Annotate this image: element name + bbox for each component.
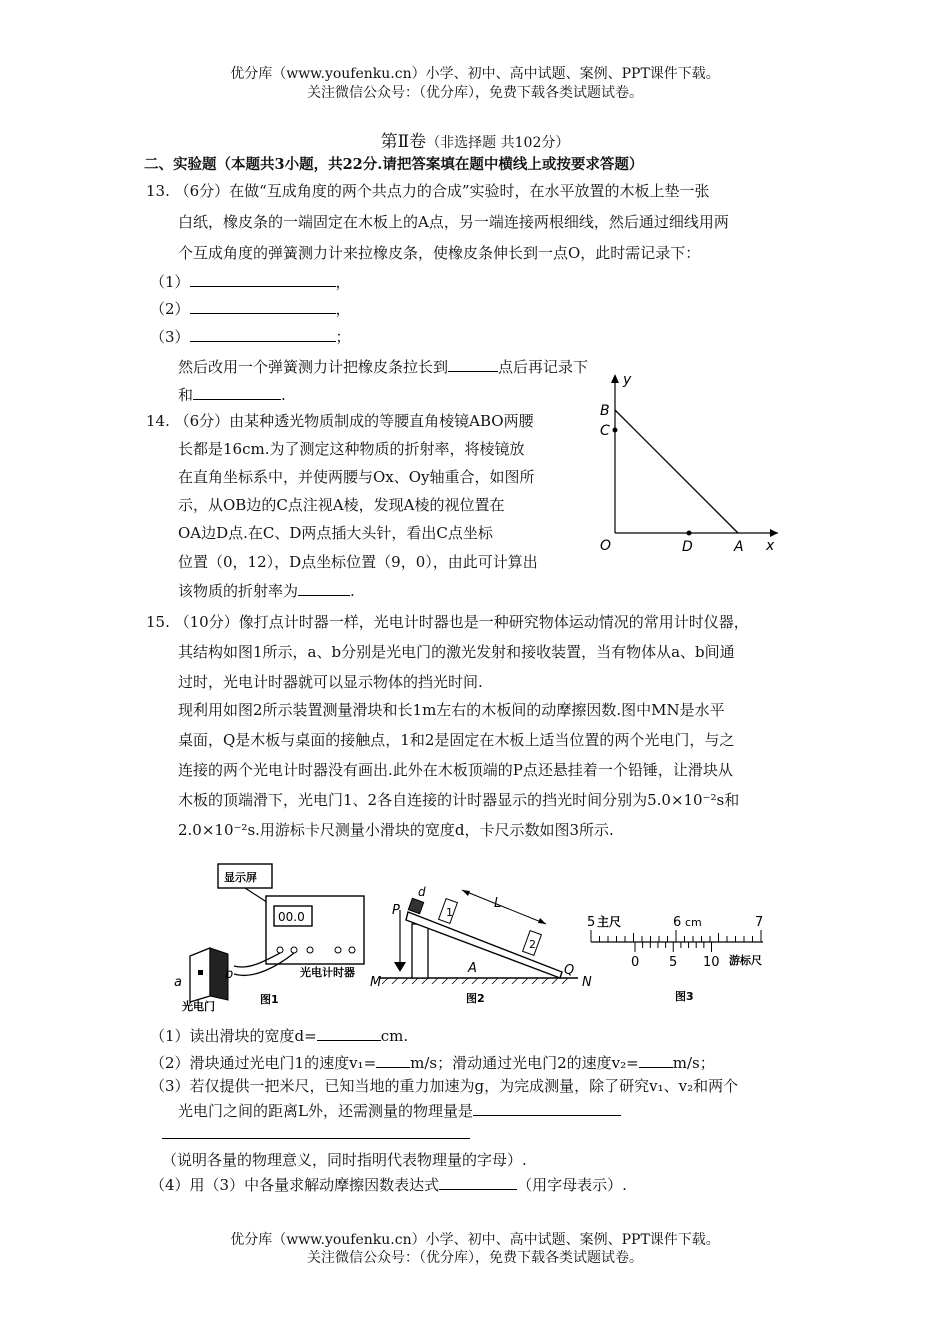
label-gate-2: 2 [529, 938, 536, 951]
q13-line-3: 个互成角度的弹簧测力计来拉橡皮条，使橡皮条伸长到一点O，此时需记录下： [178, 244, 701, 262]
q13-blank-3-punct: ； [335, 328, 351, 346]
screen-label: 显示屏 [224, 871, 257, 884]
q15-sub-2 [150, 1052, 715, 1073]
q13-blank-1-label: （1） [150, 273, 190, 291]
figure-3-caption: 图3 [675, 990, 694, 1003]
q15-sub-3-note: （说明各量的物理意义，同时指明代表物理量的字母）. [162, 1151, 527, 1169]
q13-answer-blank-3[interactable] [190, 326, 336, 342]
table-hatching [382, 978, 568, 984]
q13-line-2: 白纸，橡皮条的一端固定在木板上的A点，另一端连接两根细线，然后通过细线用两 [178, 213, 729, 231]
q13-answer-blank-1[interactable] [190, 271, 336, 287]
q15-sub-4-text: （4）用（3）中各量求解动摩擦因数表达式 [150, 1176, 440, 1194]
q15-answer-width[interactable] [317, 1025, 381, 1041]
label-a: A [468, 961, 477, 976]
point-d-dot [687, 531, 692, 536]
q13-blank-1-punct: ， [335, 273, 351, 291]
timer-display-value: 00.0 [278, 910, 305, 924]
label-l: L [494, 896, 502, 911]
label-d: d [418, 885, 426, 899]
q14-line-4: 示，从OB边的C点注视A棱，发现A棱的视位置在 [178, 496, 505, 514]
q15-line-5: 桌面，Q是木板与桌面的接触点，1和2是固定在木板上适当位置的两个光电门，与之 [178, 731, 735, 749]
q13-then-1a: 然后改用一个弹簧测力计把橡皮条拉长到 [178, 358, 449, 376]
q13-then-line-1 [178, 356, 588, 377]
q15-line-8: 2.0×10⁻²s.用游标卡尺测量小滑块的宽度d，卡尺示数如图3所示. [178, 821, 614, 839]
prism-hypotenuse [615, 410, 738, 533]
q15-sub-4-end: （用字母表示）. [517, 1176, 627, 1194]
arrow-head-right-icon [538, 918, 546, 924]
q15-line-1: 15. （10分）像打点计时器一样，光电计时器也是一种研究物体运动情况的常用计时仪器， [146, 613, 749, 631]
label-y: y [623, 372, 632, 388]
label-a-emitter: a [174, 975, 182, 990]
arrow-head-left-icon [462, 890, 470, 896]
q14-line-7-text: 该物质的折射率为 [178, 582, 299, 600]
label-gate-1: 1 [446, 906, 453, 919]
figure-1-caption: 图1 [260, 993, 279, 1006]
q15-line-2: 其结构如图1所示，a、b分别是光电门的激光发射和接收装置，当有物体从a、b间通 [178, 643, 735, 661]
q13-blank-2-punct: ， [335, 300, 351, 318]
label-b-receiver: b [225, 967, 234, 982]
gate-emitter [198, 970, 203, 975]
q15-sub-1-text: （1）读出滑块的宽度d= [150, 1027, 317, 1045]
q15-line-4: 现利用如图2所示装置测量滑块和长1m左右的木板间的动摩擦因数.图中MN是水平 [178, 701, 725, 719]
figure-2-caption: 图2 [466, 992, 485, 1005]
vernier-5: 5 [669, 955, 678, 970]
main-scale-label: 主尺 [597, 915, 622, 929]
vernier-scale-ticks [635, 942, 712, 952]
q13-answer-blank-point[interactable] [448, 356, 498, 372]
label-x: x [766, 538, 775, 554]
label-b: B [600, 403, 610, 419]
vernier-label: 游标尺 [729, 954, 762, 967]
q14-answer-blank[interactable] [298, 580, 350, 596]
q15-answer-v2[interactable] [639, 1052, 673, 1068]
q14-line-1: 14. （6分）由某种透光物质制成的等腰直角棱镜ABO两腰 [146, 412, 534, 430]
y-axis-arrow-icon [611, 374, 619, 383]
figure-2-incline [368, 880, 598, 1012]
label-o: O [600, 538, 612, 554]
label-q: Q [564, 963, 575, 978]
slider-block [408, 898, 423, 913]
label-n: N [582, 975, 592, 990]
q15-answer-quantity-cont[interactable] [162, 1138, 470, 1139]
q14-line-6: 位置（0，12），D点坐标位置（9，0），由此可计算出 [178, 553, 538, 571]
label-d: D [682, 539, 693, 555]
q13-line-1: 13. （6分）在做“互成角度的两个共点力的合成”实验时，在水平放置的木板上垫一张 [146, 182, 710, 200]
distance-l-arrow [462, 890, 546, 924]
q14-line-7-end: . [350, 582, 355, 600]
q13-blank-2-label: （2） [150, 300, 190, 318]
footer-line-1: 优分库（www.youfenku.cn）小学、初中、高中试题、案例、PPT课件下载。 [230, 1232, 720, 1248]
x-axis-arrow-icon [770, 529, 778, 537]
main-scale-7: 7 [755, 915, 764, 930]
q15-sub-3-line-1: （3）若仅提供一把米尺，已知当地的重力加速为g，为完成测量，除了研究v₁、v₂和两个 [150, 1077, 739, 1095]
q15-answer-expression[interactable] [439, 1174, 517, 1190]
vernier-0: 0 [631, 955, 640, 970]
label-a: A [734, 539, 744, 555]
q14-line-7 [178, 580, 355, 601]
section-2-heading: 二、实验题（本题共3小题，共22分.请把答案填在题中横线上或按要求答题） [144, 156, 644, 173]
header-line-1: 优分库（www.youfenku.cn）小学、初中、高中试题、案例、PPT课件下载。 [230, 66, 720, 82]
q15-sub-4 [150, 1174, 627, 1195]
footer-line-2: 关注微信公众号：（优分库），免费下载各类试题试卷。 [307, 1250, 643, 1266]
support-block [412, 924, 428, 978]
plumb-bob-icon [394, 962, 406, 972]
main-scale-6: 6 [673, 915, 682, 930]
q13-answer-blank-2[interactable] [190, 298, 336, 314]
part-title-sub: （非选择题 共102分） [426, 135, 570, 151]
q15-answer-quantity[interactable] [473, 1100, 621, 1116]
main-scale-5: 5 [587, 915, 596, 930]
label-m: M [370, 975, 382, 990]
q15-sub-2-text-c: m/s； [672, 1054, 715, 1072]
q15-sub-2-text-a: （2）滑块通过光电门1的速度v₁= [150, 1054, 377, 1072]
q14-prism-figure [590, 368, 790, 558]
gate-label: 光电门 [182, 1000, 215, 1013]
main-scale-ticks [591, 930, 761, 942]
q13-blank-row-2 [150, 298, 351, 319]
label-c: C [600, 423, 610, 439]
q13-blank-row-1 [150, 271, 351, 292]
q13-answer-blank-last[interactable] [193, 384, 281, 400]
q15-sub-2-text-b: m/s；滑动通过光电门2的速度v₂= [410, 1054, 639, 1072]
figure-1-photogate [168, 858, 378, 1013]
q13-then-2b: . [281, 386, 286, 404]
vernier-10: 10 [703, 955, 720, 970]
q13-then-2a: 和 [178, 386, 194, 404]
part-title-main: 第Ⅱ卷 [380, 132, 427, 152]
q15-sub-1 [150, 1025, 408, 1046]
q15-answer-v1[interactable] [376, 1052, 410, 1068]
figure-3-vernier [583, 908, 783, 1004]
q15-line-6: 连接的两个光电计时器没有画出.此外在木板顶端的P点还悬挂着一个铅锤，让滑块从 [178, 761, 733, 779]
q14-line-5: OA边D点.在C、D两点插大头针，看出C点坐标 [178, 524, 493, 542]
q13-then-line-2 [178, 384, 286, 405]
main-scale-unit: cm [685, 916, 702, 929]
q14-line-3: 在直角坐标系中，并使两腰与Ox、Oy轴重合，如图所 [178, 468, 535, 486]
q14-line-2: 长都是16cm.为了测定这种物质的折射率，将棱镜放 [178, 440, 525, 458]
q15-line-3: 过时，光电计时器就可以显示物体的挡光时间. [178, 673, 483, 691]
q15-line-7: 木板的顶端滑下，光电门1、2各自连接的计时器显示的挡光时间分别为5.0×10⁻²s和 [178, 791, 740, 809]
q15-sub-1-unit: cm. [380, 1027, 409, 1045]
q13-then-1b: 点后再记录下 [498, 358, 589, 376]
label-p: P [392, 903, 400, 918]
q13-blank-3-label: （3） [150, 328, 190, 346]
q15-sub-3-line-2 [178, 1100, 621, 1121]
header-line-2: 关注微信公众号：（优分库），免费下载各类试题试卷。 [307, 85, 643, 101]
point-c-dot [613, 428, 618, 433]
timer-label: 光电计时器 [300, 966, 355, 979]
q13-blank-row-3 [150, 326, 351, 347]
q15-sub-3-text: 光电门之间的距离L外，还需测量的物理量是 [178, 1102, 473, 1120]
part-title [0, 127, 950, 152]
